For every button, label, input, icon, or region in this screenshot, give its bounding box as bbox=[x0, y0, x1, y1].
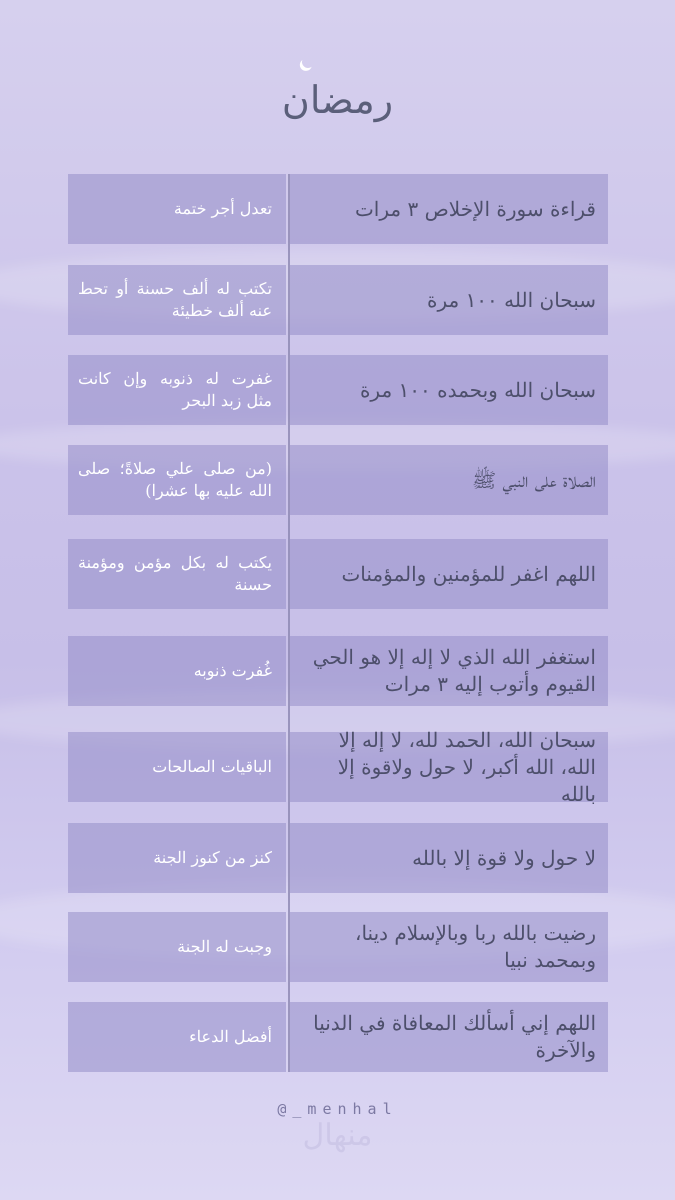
action-cell: الصلاة على النبي ﷺ bbox=[290, 445, 608, 515]
reward-cell: الباقيات الصالحات bbox=[68, 732, 286, 802]
table-row bbox=[68, 174, 608, 244]
action-cell: اللهم إني أسألك المعافاة في الدنيا والآخرة bbox=[290, 1002, 608, 1072]
action-cell: قراءة سورة الإخلاص ٣ مرات bbox=[290, 174, 608, 244]
reward-cell: وجبت له الجنة bbox=[68, 912, 286, 982]
action-cell: رضيت بالله ربا وبالإسلام دينا، وبمحمد نبيا bbox=[290, 912, 608, 982]
table-row bbox=[68, 265, 608, 335]
action-cell: سبحان الله وبحمده ١٠٠ مرة bbox=[290, 355, 608, 425]
table-row bbox=[68, 445, 608, 515]
reward-cell: يكتب له بكل مؤمن ومؤمنة حسنة bbox=[68, 539, 286, 609]
table-row bbox=[68, 539, 608, 609]
reward-cell: غفرت له ذنوبه وإن كانت مثل زبد البحر bbox=[68, 355, 286, 425]
reward-cell: كنز من كنوز الجنة bbox=[68, 823, 286, 893]
table-row bbox=[68, 1002, 608, 1072]
table-row bbox=[68, 355, 608, 425]
action-cell: سبحان الله، الحمد لله، لا إله إلا الله، الله أكبر، لا حول ولاقوة إلا بالله bbox=[290, 732, 608, 802]
reward-cell: تعدل أجر ختمة bbox=[68, 174, 286, 244]
author-handle: @_menhal bbox=[277, 1100, 398, 1118]
page-title: رمضان bbox=[281, 78, 394, 122]
signature-watermark: منهال bbox=[302, 1118, 373, 1153]
reward-cell: تكتب له ألف حسنة أو تحط عنه ألف خطيئة bbox=[68, 265, 286, 335]
action-cell: لا حول ولا قوة إلا بالله bbox=[290, 823, 608, 893]
crescent-moon-icon bbox=[300, 54, 315, 69]
action-cell: سبحان الله ١٠٠ مرة bbox=[290, 265, 608, 335]
table-row bbox=[68, 727, 608, 806]
action-cell: استغفر الله الذي لا إله إلا هو الحي القيوم وأتوب إليه ٣ مرات bbox=[290, 636, 608, 706]
reward-cell: غُفرت ذنوبه bbox=[68, 636, 286, 706]
reward-cell: أفضل الدعاء bbox=[68, 1002, 286, 1072]
table-row bbox=[68, 636, 608, 706]
column-divider bbox=[288, 174, 290, 1072]
table-row bbox=[68, 823, 608, 893]
action-cell: اللهم اغفر للمؤمنين والمؤمنات bbox=[290, 539, 608, 609]
reward-cell: (من صلى علي صلاةً؛ صلى الله عليه بها عشرا) bbox=[68, 445, 286, 515]
table-row bbox=[68, 912, 608, 982]
